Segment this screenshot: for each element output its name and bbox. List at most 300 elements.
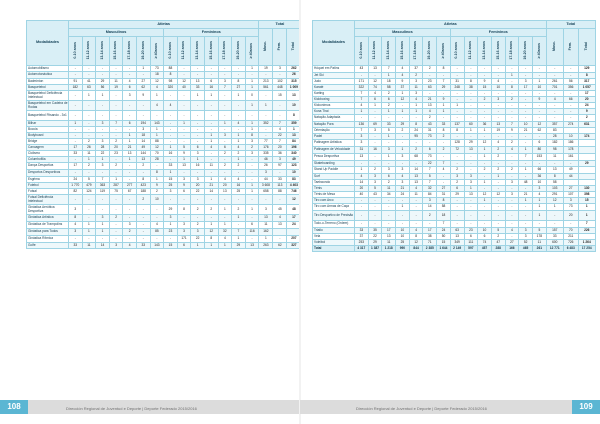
- cell: -: [69, 195, 83, 205]
- cell: -: [273, 111, 287, 121]
- cell: 4: [232, 145, 246, 151]
- cell: 1: [478, 198, 492, 204]
- cell: 1: [437, 109, 451, 115]
- cell: 7: [519, 154, 533, 161]
- cell: 631: [578, 122, 595, 128]
- cell: 2: [109, 215, 123, 222]
- cell: -: [123, 111, 137, 121]
- cell: -: [464, 198, 478, 204]
- cell: -: [450, 204, 464, 211]
- cell: 13: [423, 103, 437, 109]
- cell: -: [505, 109, 519, 115]
- cell: 14: [409, 167, 423, 174]
- cell: 52: [519, 240, 533, 246]
- row-label: Bilhar: [27, 121, 69, 127]
- cell: 1 218: [382, 246, 396, 252]
- cell: 3: [519, 234, 533, 240]
- cell: 37: [355, 234, 369, 240]
- cell: -: [232, 195, 246, 205]
- cell: 4: [123, 243, 137, 249]
- cell: -: [519, 134, 533, 140]
- cell: -: [450, 134, 464, 140]
- cell: 4: [123, 79, 137, 85]
- cell: -: [109, 229, 123, 236]
- cell: 3 608: [259, 183, 273, 189]
- cell: 72: [450, 147, 464, 154]
- table-row: [27, 215, 301, 222]
- cell: 22: [191, 189, 205, 195]
- cell: 1: [164, 170, 178, 177]
- cell: -: [396, 211, 410, 221]
- cell: 4: [273, 127, 287, 133]
- cell: -: [82, 170, 96, 177]
- table-row: [313, 66, 596, 73]
- row-label: Voleibol: [313, 240, 355, 246]
- cell: -: [204, 127, 218, 133]
- cell: 48: [519, 180, 533, 186]
- cell: 11: [109, 79, 123, 85]
- cell: 277: [123, 183, 137, 189]
- row-label: Orientação: [313, 128, 355, 134]
- cell: 9: [136, 91, 150, 101]
- cell: -: [204, 170, 218, 177]
- cell: 4: [423, 109, 437, 115]
- cell: 34: [382, 192, 396, 198]
- cell: 29: [396, 122, 410, 128]
- cell: 73: [563, 204, 578, 211]
- cell: 3: [245, 151, 259, 157]
- cell: 8: [450, 128, 464, 134]
- cell: 7: [355, 97, 369, 103]
- cell: 10: [478, 228, 492, 234]
- cell: 8: [177, 205, 191, 215]
- row-label: Judo: [313, 79, 355, 85]
- cell: -: [123, 163, 137, 170]
- cell: -: [123, 66, 137, 72]
- cell: 73: [423, 134, 437, 140]
- cell: 33: [164, 163, 178, 170]
- cell: 6: [382, 174, 396, 180]
- row-label: Todo-o-Terreno (Ordem): [313, 221, 355, 228]
- cell: -: [464, 211, 478, 221]
- cell: -: [109, 157, 123, 163]
- cell: -: [259, 111, 273, 121]
- athletes-table-right: [312, 20, 596, 252]
- cell: 23: [464, 228, 478, 234]
- cell: 3: [96, 215, 110, 222]
- age-col-header: [96, 37, 110, 66]
- cell: 2 149: [450, 246, 464, 252]
- cell: -: [491, 109, 505, 115]
- row-label: Futebol: [27, 183, 69, 189]
- cell: -: [368, 211, 382, 221]
- row-label: Basquetebol em Cadeira de Rodas: [28, 101, 68, 109]
- cell: 1: [204, 177, 218, 183]
- cell: -: [519, 91, 533, 97]
- cell: 6: [382, 97, 396, 103]
- cell: 11: [382, 240, 396, 246]
- cell: 116: [245, 229, 259, 236]
- cell: 2: [82, 163, 96, 170]
- cell: 6: [532, 140, 546, 147]
- total-col-label: Total: [291, 42, 296, 51]
- cell: -: [546, 211, 563, 221]
- cell: -: [69, 133, 83, 139]
- cell: 6: [177, 189, 191, 195]
- cell: 1: [82, 157, 96, 163]
- cell: 27: [136, 79, 150, 85]
- cell: -: [109, 66, 123, 72]
- cell: 13: [464, 147, 478, 154]
- cell: -: [563, 115, 578, 122]
- cell: 1: [177, 121, 191, 127]
- cell: 83: [546, 128, 563, 134]
- cell: -: [368, 140, 382, 147]
- table-row: [313, 115, 596, 122]
- cell: 17 254: [578, 246, 595, 252]
- cell: 2: [478, 97, 492, 103]
- cell: -: [150, 205, 164, 215]
- age-col-label: 13-14 anos: [194, 41, 199, 60]
- cell: 597: [464, 246, 478, 252]
- cell: 38: [464, 85, 478, 91]
- cell: 213: [259, 79, 273, 85]
- cell: -: [69, 170, 83, 177]
- cell: 17: [423, 228, 437, 234]
- cell: -: [450, 161, 464, 167]
- cell: -: [409, 161, 423, 167]
- cell: 4: [218, 236, 232, 243]
- cell: -: [204, 101, 218, 111]
- table-row: [27, 236, 301, 243]
- cell: 3: [382, 167, 396, 174]
- cell: 88: [273, 189, 287, 195]
- cell: 9: [478, 79, 492, 85]
- cell: 8: [232, 79, 246, 85]
- row-label: Ginástica Artística: [27, 215, 69, 222]
- cell: -: [164, 133, 178, 139]
- cell: 1: [245, 183, 259, 189]
- cell: 6: [368, 97, 382, 103]
- cell: -: [423, 73, 437, 79]
- cell: 29: [464, 140, 478, 147]
- cell: 44: [563, 174, 578, 180]
- cell: -: [505, 91, 519, 97]
- cell: 16: [232, 183, 246, 189]
- cell: -: [204, 66, 218, 72]
- cell: 5: [532, 228, 546, 234]
- age-col-header: [368, 37, 382, 66]
- cell: 20: [563, 211, 578, 221]
- cell: 19: [259, 66, 273, 72]
- cell: 13: [177, 163, 191, 170]
- row-label: Kickonimus: [313, 103, 355, 109]
- cell: 14: [204, 189, 218, 195]
- cell: -: [505, 211, 519, 221]
- cell: 83: [287, 177, 301, 183]
- cell: 1: [546, 204, 563, 211]
- cell: 8: [245, 133, 259, 139]
- cell: 261: [546, 79, 563, 85]
- cell: 1: [259, 101, 273, 111]
- cell: -: [437, 73, 451, 79]
- cell: -: [109, 222, 123, 229]
- cell: 2: [450, 167, 464, 174]
- cell: 19: [491, 128, 505, 134]
- cell: 8: [164, 72, 178, 79]
- cell: 63: [82, 85, 96, 91]
- cell: 24: [396, 192, 410, 198]
- row-label: Badminton: [27, 79, 69, 85]
- age-col-header: [532, 37, 546, 66]
- cell: 36: [532, 174, 546, 180]
- cell: 1: [409, 109, 423, 115]
- cell: -: [164, 139, 178, 145]
- cell: -: [273, 170, 287, 177]
- cell: -: [232, 66, 246, 72]
- cell: 2: [82, 139, 96, 145]
- cell: 74: [368, 85, 382, 91]
- cell: 103: [546, 186, 563, 192]
- cell: -: [204, 121, 218, 127]
- cell: 8: [578, 73, 595, 79]
- cell: -: [191, 139, 205, 145]
- age-col-label: 15-16 anos: [208, 41, 213, 60]
- cell: 13: [287, 133, 301, 139]
- cell: 356: [563, 85, 578, 91]
- cell: -: [437, 180, 451, 186]
- cell: 43: [368, 192, 382, 198]
- cell: 49: [563, 167, 578, 174]
- cell: 6: [423, 147, 437, 154]
- cell: 3: [177, 222, 191, 229]
- cell: -: [355, 211, 369, 221]
- cell: -: [505, 154, 519, 161]
- cell: -: [177, 195, 191, 205]
- cell: 1: [532, 211, 546, 221]
- cell: -: [232, 222, 246, 229]
- cell: 1: [232, 236, 246, 243]
- cell: 12: [204, 229, 218, 236]
- cell: 1: [478, 147, 492, 154]
- cell: 7: [505, 122, 519, 128]
- cell: 17: [382, 228, 396, 234]
- cell: -: [505, 66, 519, 73]
- cell: -: [563, 66, 578, 73]
- cell: -: [505, 134, 519, 140]
- cell: -: [450, 66, 464, 73]
- cell: -: [177, 66, 191, 72]
- cell: 14: [355, 180, 369, 186]
- cell: 12: [491, 192, 505, 198]
- cell: -: [273, 101, 287, 111]
- cell: 263: [259, 243, 273, 249]
- cell: 3: [382, 147, 396, 154]
- cell: 479: [82, 183, 96, 189]
- row-label: Tiro Desportivo de Precisão: [313, 211, 355, 221]
- cell: 13: [382, 234, 396, 240]
- cell: -: [437, 140, 451, 147]
- cell: -: [532, 115, 546, 122]
- table-row: [313, 147, 596, 154]
- atletas-header: Atletas: [69, 21, 259, 29]
- row-label: Taekwondo: [313, 180, 355, 186]
- cell: 2: [437, 147, 451, 154]
- cell: -: [245, 72, 259, 79]
- cell: -: [123, 236, 137, 243]
- cell: -: [409, 115, 423, 122]
- cell: 3: [191, 177, 205, 183]
- cell: 746: [287, 189, 301, 195]
- cell: -: [123, 170, 137, 177]
- cell: 11: [382, 186, 396, 192]
- cell: 2: [123, 229, 137, 236]
- cell: 1: [450, 103, 464, 109]
- age-col-label: ≥ 40anos: [440, 42, 445, 58]
- cell: 335: [259, 151, 273, 157]
- cell: 1: [532, 198, 546, 204]
- row-label: Natação Pura: [313, 122, 355, 128]
- cell: 340: [287, 151, 301, 157]
- cell: 161: [563, 154, 578, 161]
- cell: 36: [478, 122, 492, 128]
- cell: 13: [409, 180, 423, 186]
- cell: -: [491, 161, 505, 167]
- cell: -: [177, 133, 191, 139]
- cell: 3: [218, 133, 232, 139]
- cell: 1: [82, 91, 96, 101]
- total-col-label: Fem.: [277, 42, 282, 51]
- cell: 1: [82, 229, 96, 236]
- table-row: [27, 72, 301, 79]
- cell: 2: [491, 147, 505, 154]
- cell: 4: [396, 73, 410, 79]
- cell: 4: [368, 91, 382, 97]
- cell: 2: [204, 205, 218, 215]
- cell: 7: [273, 139, 287, 145]
- cell: 1: [109, 177, 123, 183]
- cell: -: [396, 161, 410, 167]
- cell: -: [396, 198, 410, 204]
- cell: 726: [563, 240, 578, 246]
- cell: -: [563, 161, 578, 167]
- cell: -: [505, 79, 519, 85]
- table-row: [313, 154, 596, 161]
- cell: -: [546, 66, 563, 73]
- cell: 186: [563, 140, 578, 147]
- cell: 2: [136, 163, 150, 170]
- cell: -: [96, 195, 110, 205]
- cell: 7: [96, 177, 110, 183]
- cell: -: [355, 73, 369, 79]
- cell: 12: [409, 240, 423, 246]
- age-col-label: 0-10 anos: [358, 42, 363, 59]
- table-row: [27, 222, 301, 229]
- cell: -: [437, 115, 451, 122]
- cell: -: [82, 66, 96, 72]
- cell: 21: [423, 97, 437, 103]
- cell: 13: [245, 243, 259, 249]
- cell: -: [204, 195, 218, 205]
- age-col-header: [136, 37, 150, 66]
- cell: 130: [578, 186, 595, 192]
- cell: 174: [578, 134, 595, 140]
- cell: 3: [423, 198, 437, 204]
- cell: 15: [164, 243, 178, 249]
- cell: -: [204, 72, 218, 79]
- cell: 1: [191, 91, 205, 101]
- cell: 1: [123, 133, 137, 139]
- table-row: [27, 170, 301, 177]
- age-col-header: [123, 37, 137, 66]
- cell: 20: [218, 183, 232, 189]
- cell: 29: [368, 240, 382, 246]
- cell: 70: [563, 228, 578, 234]
- cell: 1: [396, 204, 410, 211]
- total-header: Total: [546, 21, 595, 29]
- cell: -: [150, 111, 164, 121]
- cell: 37: [396, 85, 410, 91]
- cell: 25: [164, 183, 178, 189]
- cell: -: [191, 72, 205, 79]
- cell: -: [478, 204, 492, 211]
- cell: 28: [96, 145, 110, 151]
- cell: 8: [204, 236, 218, 243]
- cell: -: [505, 234, 519, 240]
- cell: 58: [382, 85, 396, 91]
- cell: 2: [245, 145, 259, 151]
- cell: -: [355, 221, 369, 228]
- cell: -: [69, 72, 83, 79]
- cell: [578, 154, 595, 161]
- cell: -: [96, 133, 110, 139]
- cell: 23: [109, 151, 123, 157]
- cell: 349: [450, 240, 464, 246]
- cell: -: [409, 198, 423, 204]
- athletes-table-left: [26, 20, 301, 249]
- cell: -: [245, 157, 259, 163]
- cell: 1: [232, 91, 246, 101]
- cell: [578, 140, 595, 147]
- cell: 3: [218, 79, 232, 85]
- cell: -: [478, 115, 492, 122]
- cell: 315: [287, 79, 301, 85]
- cell: 3: [368, 180, 382, 186]
- cell: 1: [287, 127, 301, 133]
- cell: 11: [82, 151, 96, 157]
- cell: 1: [204, 222, 218, 229]
- cell: -: [82, 127, 96, 133]
- cell: 2: [109, 139, 123, 145]
- row-label: Dança Desportiva: [27, 163, 69, 170]
- cell: -: [464, 167, 478, 174]
- cell: 2: [191, 222, 205, 229]
- cell: -: [464, 73, 478, 79]
- cell: 15: [273, 91, 287, 101]
- cell: 1: [355, 109, 369, 115]
- cell: 24: [578, 103, 595, 109]
- cell: -: [368, 221, 382, 228]
- cell: 111: [464, 240, 478, 246]
- cell: -: [382, 198, 396, 204]
- cell: -: [396, 221, 410, 228]
- age-col-header: [409, 37, 423, 66]
- cell: -: [136, 101, 150, 111]
- cell: 1: [218, 205, 232, 215]
- age-col-header: [355, 37, 369, 66]
- age-col-label: 17-18 anos: [509, 41, 514, 60]
- row-label: Ginástica de Trampolins: [27, 222, 69, 229]
